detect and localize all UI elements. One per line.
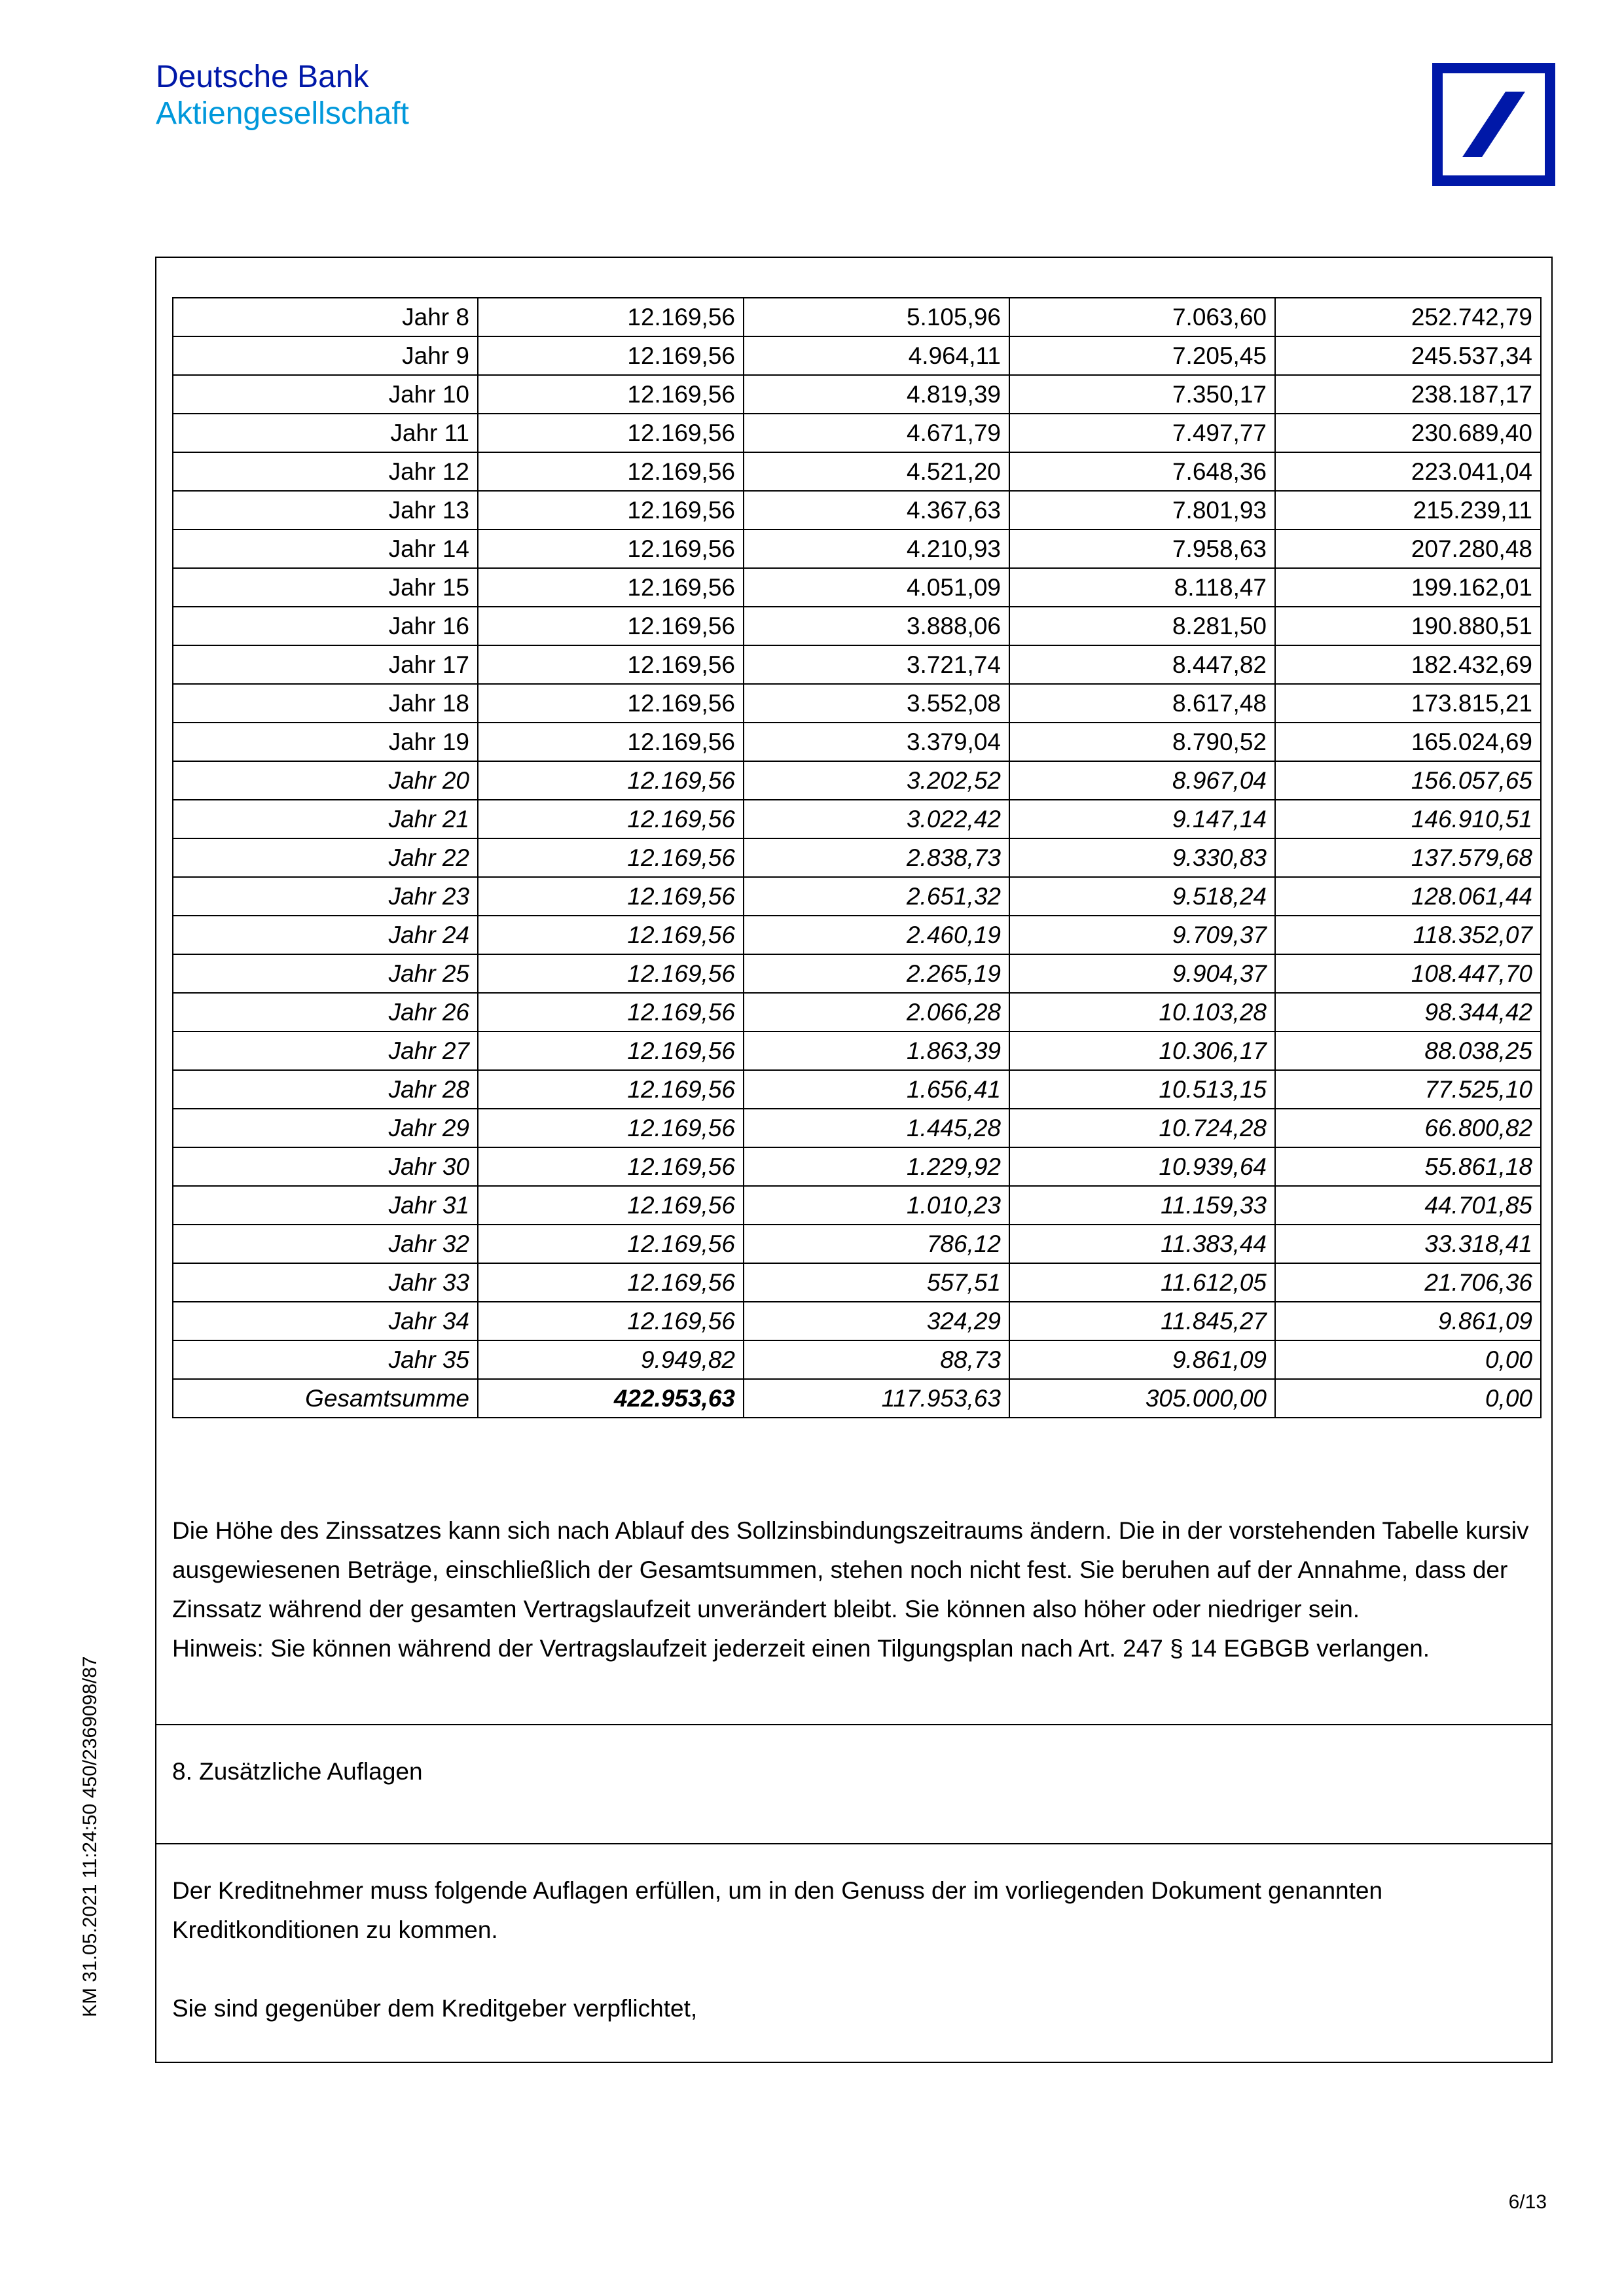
amount-cell: 173.815,21 bbox=[1275, 684, 1541, 723]
amount-cell: 9.861,09 bbox=[1275, 1302, 1541, 1340]
year-cell: Jahr 35 bbox=[173, 1340, 478, 1379]
amount-cell: 8.118,47 bbox=[1009, 568, 1275, 607]
conditions-text: Der Kreditnehmer muss folgende Auflagen erfüllen, um in den Genuss der im vorliegenden Dokument genannten Kreditkonditionen zu kommen. bbox=[172, 1877, 1383, 1943]
amount-cell: 11.845,27 bbox=[1009, 1302, 1275, 1340]
table-row bbox=[173, 375, 1541, 414]
year-cell: Jahr 26 bbox=[173, 993, 478, 1031]
amount-cell: 786,12 bbox=[744, 1225, 1009, 1263]
table-row bbox=[173, 1186, 1541, 1225]
amount-cell: 165.024,69 bbox=[1275, 723, 1541, 761]
amount-cell: 207.280,48 bbox=[1275, 529, 1541, 568]
amount-cell: 252.742,79 bbox=[1275, 298, 1541, 336]
amount-cell: 12.169,56 bbox=[478, 993, 744, 1031]
amount-cell: 215.239,11 bbox=[1275, 491, 1541, 529]
table-row bbox=[173, 916, 1541, 954]
table-row bbox=[173, 491, 1541, 529]
amount-cell: 12.169,56 bbox=[478, 684, 744, 723]
amount-cell: 2.460,19 bbox=[744, 916, 1009, 954]
table-row bbox=[173, 954, 1541, 993]
amount-cell: 1.010,23 bbox=[744, 1186, 1009, 1225]
amount-cell: 3.888,06 bbox=[744, 607, 1009, 645]
amount-cell: 12.169,56 bbox=[478, 568, 744, 607]
amount-cell: 8.967,04 bbox=[1009, 761, 1275, 800]
year-cell: Jahr 9 bbox=[173, 336, 478, 375]
amount-cell: 128.061,44 bbox=[1275, 877, 1541, 916]
amount-cell: 8.617,48 bbox=[1009, 684, 1275, 723]
amount-cell: 66.800,82 bbox=[1275, 1109, 1541, 1147]
amount-cell: 0,00 bbox=[1275, 1340, 1541, 1379]
content-frame bbox=[155, 257, 1553, 2063]
table-row bbox=[173, 414, 1541, 452]
amount-cell: 21.706,36 bbox=[1275, 1263, 1541, 1302]
table-row bbox=[173, 568, 1541, 607]
amount-cell: 12.169,56 bbox=[478, 954, 744, 993]
amount-cell: 2.265,19 bbox=[744, 954, 1009, 993]
amount-cell: 2.066,28 bbox=[744, 993, 1009, 1031]
amount-cell: 199.162,01 bbox=[1275, 568, 1541, 607]
amount-cell: 12.169,56 bbox=[478, 1302, 744, 1340]
amount-cell: 33.318,41 bbox=[1275, 1225, 1541, 1263]
amount-cell: 9.861,09 bbox=[1009, 1340, 1275, 1379]
year-cell: Jahr 17 bbox=[173, 645, 478, 684]
amount-cell: 223.041,04 bbox=[1275, 452, 1541, 491]
amount-cell: 7.648,36 bbox=[1009, 452, 1275, 491]
amount-cell: 11.383,44 bbox=[1009, 1225, 1275, 1263]
total-label: Gesamtsumme bbox=[173, 1379, 478, 1418]
amortization-table bbox=[172, 297, 1542, 1418]
amount-cell: 1.656,41 bbox=[744, 1070, 1009, 1109]
amount-cell: 3.552,08 bbox=[744, 684, 1009, 723]
amount-cell: 7.063,60 bbox=[1009, 298, 1275, 336]
amount-cell: 9.147,14 bbox=[1009, 800, 1275, 838]
year-cell: Jahr 16 bbox=[173, 607, 478, 645]
table-row bbox=[173, 1147, 1541, 1186]
section-8-heading: 8. Zusätzliche Auflagen bbox=[172, 1758, 423, 1785]
amount-cell: 7.958,63 bbox=[1009, 529, 1275, 568]
amount-cell: 12.169,56 bbox=[478, 607, 744, 645]
amount-cell: 12.169,56 bbox=[478, 452, 744, 491]
amount-cell: 1.863,39 bbox=[744, 1031, 1009, 1070]
amount-cell: 7.801,93 bbox=[1009, 491, 1275, 529]
year-cell: Jahr 22 bbox=[173, 838, 478, 877]
year-cell: Jahr 19 bbox=[173, 723, 478, 761]
table-row bbox=[173, 452, 1541, 491]
amount-cell: 10.939,64 bbox=[1009, 1147, 1275, 1186]
year-cell: Jahr 23 bbox=[173, 877, 478, 916]
year-cell: Jahr 20 bbox=[173, 761, 478, 800]
total-cell: 117.953,63 bbox=[744, 1379, 1009, 1418]
amount-cell: 12.169,56 bbox=[478, 916, 744, 954]
amount-cell: 12.169,56 bbox=[478, 491, 744, 529]
amount-cell: 88,73 bbox=[744, 1340, 1009, 1379]
year-cell: Jahr 30 bbox=[173, 1147, 478, 1186]
interest-note-text: Die Höhe des Zinssatzes kann sich nach Ablauf des Sollzinsbindungszeitraums ändern. Die in der vorstehenden Tabelle kursiv ausgewiesenen Beträge, einschließlich der Gesamtsummen, stehen noch nicht fest. Sie beruhen auf der Annahme, dass der Zinssatz während der gesamten Vertragslaufzeit unverändert bleibt. Sie können also höher oder niedriger sein. bbox=[172, 1517, 1529, 1623]
amount-cell: 1.445,28 bbox=[744, 1109, 1009, 1147]
deutsche-bank-logo-icon bbox=[1432, 63, 1555, 186]
amount-cell: 108.447,70 bbox=[1275, 954, 1541, 993]
amount-cell: 12.169,56 bbox=[478, 1225, 744, 1263]
table-row bbox=[173, 1302, 1541, 1340]
amount-cell: 5.105,96 bbox=[744, 298, 1009, 336]
table-row bbox=[173, 761, 1541, 800]
amount-cell: 12.169,56 bbox=[478, 800, 744, 838]
amount-cell: 12.169,56 bbox=[478, 298, 744, 336]
amount-cell: 7.205,45 bbox=[1009, 336, 1275, 375]
year-cell: Jahr 10 bbox=[173, 375, 478, 414]
table-row bbox=[173, 1070, 1541, 1109]
year-cell: Jahr 32 bbox=[173, 1225, 478, 1263]
year-cell: Jahr 31 bbox=[173, 1186, 478, 1225]
year-cell: Jahr 25 bbox=[173, 954, 478, 993]
table-row bbox=[173, 877, 1541, 916]
section-divider bbox=[156, 1843, 1551, 1844]
amount-cell: 137.579,68 bbox=[1275, 838, 1541, 877]
amount-cell: 12.169,56 bbox=[478, 645, 744, 684]
amount-cell: 2.651,32 bbox=[744, 877, 1009, 916]
year-cell: Jahr 21 bbox=[173, 800, 478, 838]
amount-cell: 10.724,28 bbox=[1009, 1109, 1275, 1147]
total-cell: 422.953,63 bbox=[478, 1379, 744, 1418]
amount-cell: 10.513,15 bbox=[1009, 1070, 1275, 1109]
interest-note bbox=[172, 1511, 1540, 1668]
amount-cell: 190.880,51 bbox=[1275, 607, 1541, 645]
year-cell: Jahr 29 bbox=[173, 1109, 478, 1147]
amount-cell: 9.330,83 bbox=[1009, 838, 1275, 877]
section-8-body bbox=[172, 1871, 1540, 2028]
amount-cell: 10.103,28 bbox=[1009, 993, 1275, 1031]
amount-cell: 12.169,56 bbox=[478, 838, 744, 877]
table-row bbox=[173, 723, 1541, 761]
table-row bbox=[173, 1031, 1541, 1070]
table-row bbox=[173, 298, 1541, 336]
amount-cell: 9.949,82 bbox=[478, 1340, 744, 1379]
amount-cell: 12.169,56 bbox=[478, 877, 744, 916]
amount-cell: 7.350,17 bbox=[1009, 375, 1275, 414]
amount-cell: 11.612,05 bbox=[1009, 1263, 1275, 1302]
table-row bbox=[173, 684, 1541, 723]
year-cell: Jahr 12 bbox=[173, 452, 478, 491]
amount-cell: 8.790,52 bbox=[1009, 723, 1275, 761]
amount-cell: 4.210,93 bbox=[744, 529, 1009, 568]
amount-cell: 557,51 bbox=[744, 1263, 1009, 1302]
amount-cell: 4.819,39 bbox=[744, 375, 1009, 414]
amount-cell: 9.518,24 bbox=[1009, 877, 1275, 916]
amount-cell: 12.169,56 bbox=[478, 761, 744, 800]
table-row bbox=[173, 1225, 1541, 1263]
year-cell: Jahr 34 bbox=[173, 1302, 478, 1340]
amount-cell: 146.910,51 bbox=[1275, 800, 1541, 838]
bank-name: Deutsche Bank bbox=[156, 60, 369, 94]
year-cell: Jahr 13 bbox=[173, 491, 478, 529]
year-cell: Jahr 28 bbox=[173, 1070, 478, 1109]
amount-cell: 10.306,17 bbox=[1009, 1031, 1275, 1070]
table-row bbox=[173, 607, 1541, 645]
total-cell: 305.000,00 bbox=[1009, 1379, 1275, 1418]
amount-cell: 4.521,20 bbox=[744, 452, 1009, 491]
amount-cell: 12.169,56 bbox=[478, 1263, 744, 1302]
amount-cell: 118.352,07 bbox=[1275, 916, 1541, 954]
total-cell: 0,00 bbox=[1275, 1379, 1541, 1418]
amount-cell: 12.169,56 bbox=[478, 336, 744, 375]
year-cell: Jahr 8 bbox=[173, 298, 478, 336]
amount-cell: 3.202,52 bbox=[744, 761, 1009, 800]
amount-cell: 12.169,56 bbox=[478, 1186, 744, 1225]
year-cell: Jahr 11 bbox=[173, 414, 478, 452]
page-number: 6/13 bbox=[1508, 2191, 1547, 2213]
amount-cell: 1.229,92 bbox=[744, 1147, 1009, 1186]
table-row bbox=[173, 993, 1541, 1031]
year-cell: Jahr 14 bbox=[173, 529, 478, 568]
amount-cell: 3.022,42 bbox=[744, 800, 1009, 838]
amount-cell: 12.169,56 bbox=[478, 1070, 744, 1109]
amount-cell: 12.169,56 bbox=[478, 1147, 744, 1186]
amount-cell: 11.159,33 bbox=[1009, 1186, 1275, 1225]
amount-cell: 7.497,77 bbox=[1009, 414, 1275, 452]
amount-cell: 12.169,56 bbox=[478, 1031, 744, 1070]
amount-cell: 8.447,82 bbox=[1009, 645, 1275, 684]
amount-cell: 230.689,40 bbox=[1275, 414, 1541, 452]
amount-cell: 182.432,69 bbox=[1275, 645, 1541, 684]
amount-cell: 2.838,73 bbox=[744, 838, 1009, 877]
total-row bbox=[173, 1379, 1541, 1418]
table-row bbox=[173, 1340, 1541, 1379]
amount-cell: 12.169,56 bbox=[478, 1109, 744, 1147]
amount-cell: 4.671,79 bbox=[744, 414, 1009, 452]
amount-cell: 88.038,25 bbox=[1275, 1031, 1541, 1070]
table-row bbox=[173, 800, 1541, 838]
amount-cell: 9.904,37 bbox=[1009, 954, 1275, 993]
year-cell: Jahr 27 bbox=[173, 1031, 478, 1070]
table-row bbox=[173, 1109, 1541, 1147]
amount-cell: 3.721,74 bbox=[744, 645, 1009, 684]
table-row bbox=[173, 336, 1541, 375]
year-cell: Jahr 15 bbox=[173, 568, 478, 607]
table-row bbox=[173, 645, 1541, 684]
amount-cell: 324,29 bbox=[744, 1302, 1009, 1340]
year-cell: Jahr 24 bbox=[173, 916, 478, 954]
amount-cell: 245.537,34 bbox=[1275, 336, 1541, 375]
amount-cell: 3.379,04 bbox=[744, 723, 1009, 761]
amount-cell: 12.169,56 bbox=[478, 414, 744, 452]
amount-cell: 156.057,65 bbox=[1275, 761, 1541, 800]
obligation-text: Sie sind gegenüber dem Kreditgeber verpflichtet, bbox=[172, 1995, 698, 2022]
document-reference: KM 31.05.2021 11:24:50 450/2369098/87 bbox=[79, 1656, 101, 2017]
amount-cell: 238.187,17 bbox=[1275, 375, 1541, 414]
amount-cell: 4.367,63 bbox=[744, 491, 1009, 529]
bank-wordmark bbox=[156, 59, 409, 132]
amount-cell: 44.701,85 bbox=[1275, 1186, 1541, 1225]
amount-cell: 77.525,10 bbox=[1275, 1070, 1541, 1109]
section-divider bbox=[156, 1724, 1551, 1725]
table-row bbox=[173, 838, 1541, 877]
table-row bbox=[173, 529, 1541, 568]
amount-cell: 8.281,50 bbox=[1009, 607, 1275, 645]
amount-cell: 4.964,11 bbox=[744, 336, 1009, 375]
year-cell: Jahr 33 bbox=[173, 1263, 478, 1302]
bank-subtitle: Aktiengesellschaft bbox=[156, 96, 409, 131]
year-cell: Jahr 18 bbox=[173, 684, 478, 723]
amount-cell: 12.169,56 bbox=[478, 723, 744, 761]
amount-cell: 4.051,09 bbox=[744, 568, 1009, 607]
amount-cell: 55.861,18 bbox=[1275, 1147, 1541, 1186]
table-row bbox=[173, 1263, 1541, 1302]
amortization-hint: Hinweis: Sie können während der Vertragslaufzeit jederzeit einen Tilgungsplan nach Art. 247 § 14 EGBGB verlangen. bbox=[172, 1635, 1430, 1662]
amount-cell: 98.344,42 bbox=[1275, 993, 1541, 1031]
amount-cell: 12.169,56 bbox=[478, 375, 744, 414]
amount-cell: 12.169,56 bbox=[478, 529, 744, 568]
amount-cell: 9.709,37 bbox=[1009, 916, 1275, 954]
